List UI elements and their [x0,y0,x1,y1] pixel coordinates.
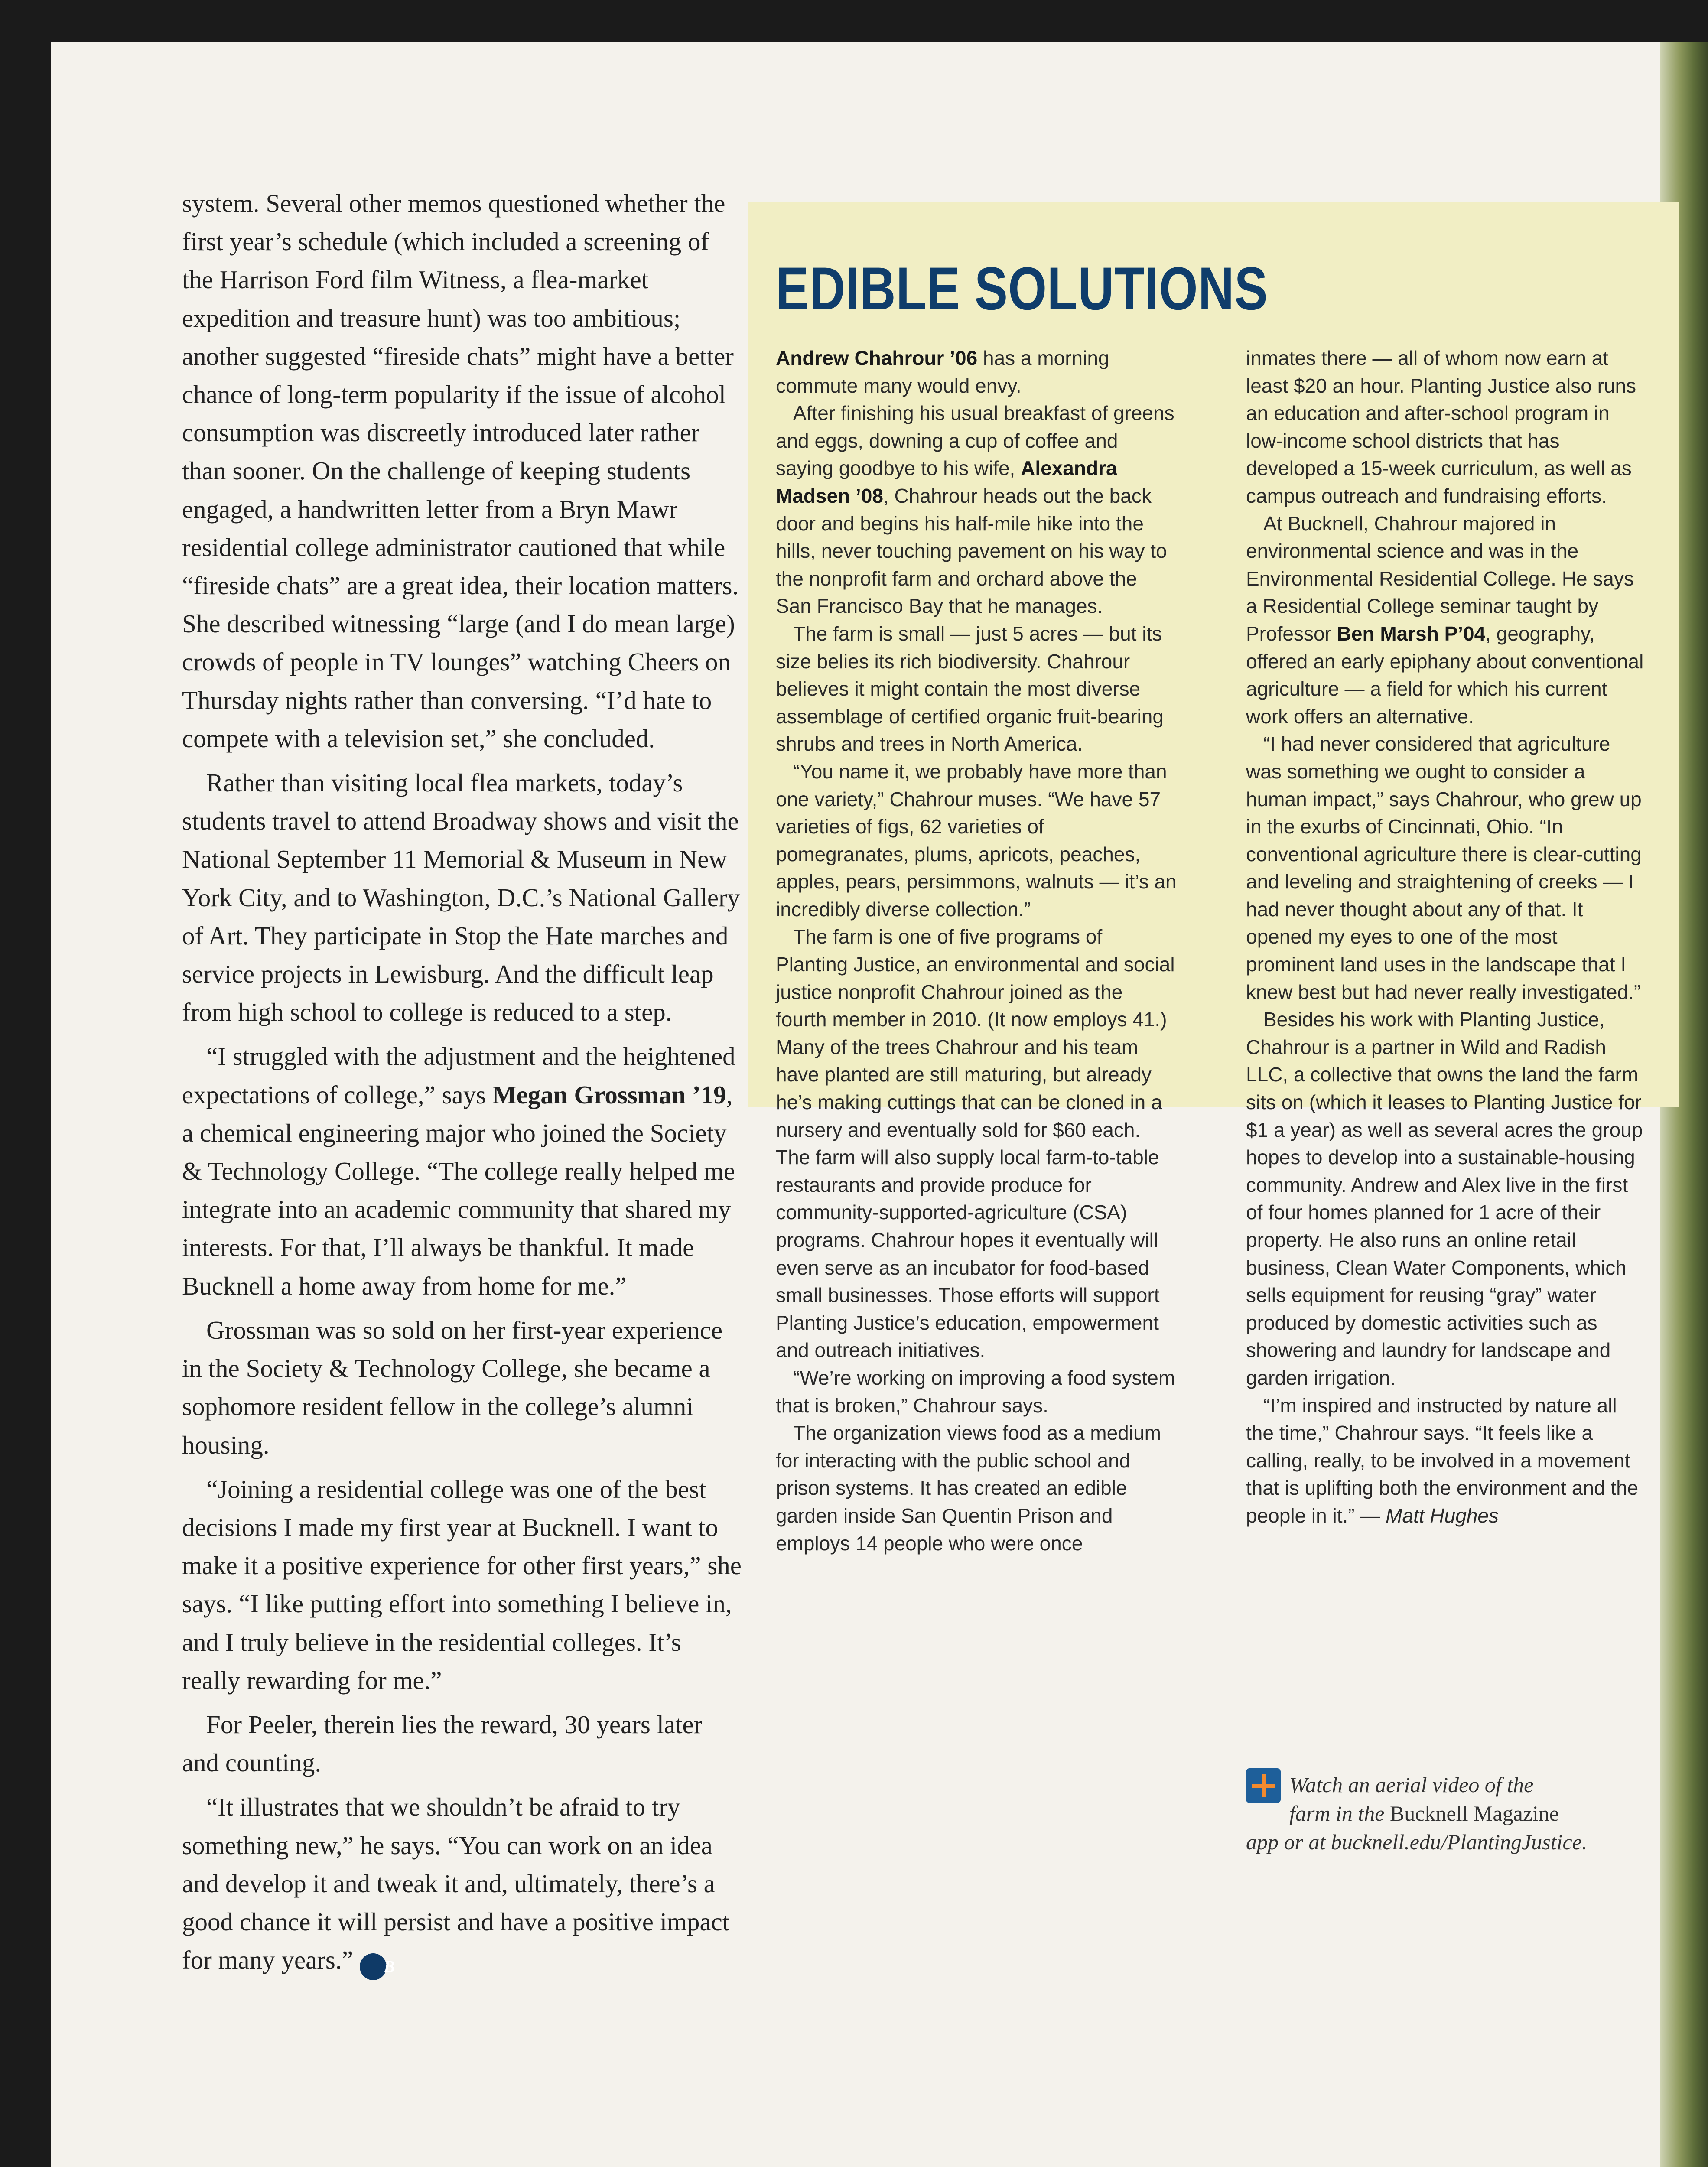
paragraph-text: After finishing his usual breakfast of greens and eggs, downing a cup of coffee and saying goodbye to his wife, [776,402,1174,480]
paragraph-text: “It illustrates that we shouldn’t be afraid to try something new,” he says. “You can work on an idea and develop it and tweak it and, ultimately, there’s a good chance it will persist and have a positive impact for many years.” [182,1793,730,1975]
paragraph: inmates there — all of whom now earn at least $20 an hour. Planting Justice also runs an education and after-school program in low-income school districts that has developed a 15-week curriculum, as well as campus outreach and fundraising efforts. [1246,347,1636,507]
paragraph [1246,1392,1645,1530]
article-left-column [182,184,745,1980]
paragraph: For Peeler, therein lies the reward, 30 years later and counting. [182,1710,703,1777]
paragraph: Grossman was so sold on her first-year experience in the Society & Technology College, she became a sophomore resident fellow in the college’s alumni housing. [182,1315,723,1459]
magazine-name: Bucknell Magazine [1389,1801,1559,1825]
paragraph: “We’re working on improving a food system that is broken,” Chahrour says. [776,1366,1175,1417]
callout-line: Watch an aerial video of the [1289,1773,1534,1797]
paragraph [182,1037,745,1305]
paragraph-text: , Chahrour heads out the back door and begins his half-mile hike into the hills, never touching pavement on his way to the nonprofit farm and orchard above the San Francisco Bay that he manages. [776,484,1167,618]
paragraph: system. Several other memos questioned whether the first year’s schedule (which included a screening of the Harrison Ford film Witness, a flea-market expedition and treasure hunt) was too ambitious; another suggested “fireside chats” might have a better chance of long-term popularity if the issue of alcohol consumption was discreetly introduced later rather than sooner. On the challenge of keeping students engaged, a handwritten letter from a Bryn Mawr residential college administrator cautioned that while “fireside chats” are a great idea, their location matters. She described witnessing “large (and I do mean large) crowds of people in TV lounges” watching Cheers on Thursday nights rather than conversing. “I’d hate to compete with a television set,” she concluded. [182,189,739,753]
paragraph-text: has a morning commute many would envy. [776,347,1109,397]
sidebar-column-1 [776,345,1177,1557]
paragraph-text: “I’m inspired and instructed by nature all the time,” Chahrour says. “It feels like a calling, really, to be involved in a movement that is uplifting both the environment and the people in it.” — [1246,1394,1639,1527]
person-name: Andrew Chahrour ’06 [776,347,978,369]
paragraph: The farm is one of five programs of Planting Justice, an environmental and social justice nonprofit Chahrour joined as the fourth member in 2010. (It now employs 41.) Many of the trees Chahrour and his team have planted are still maturing, but already he’s making cuttings that can be cloned in a nursery and eventually sold for $60 each. The farm will also supply local farm-to-table restaurants and provide produce for community-supported-agriculture (CSA) programs. Chahrour hopes it eventually will even serve as an incubator for food-based small businesses. Those efforts will support Planting Justice’s education, empowerment and outreach initiatives. [776,925,1175,1362]
paragraph [182,1788,745,1980]
paragraph-text: At Bucknell, Chahrour majored in environmental science and was in the Environmental Residential College. He says a Residential College seminar taught by Professor [1246,512,1634,645]
paragraph: “Joining a residential college was one of the best decisions I made my first year at Bucknell. I want to make it a positive experience for other first years,” she says. “I like putting effort into something I believe in, and I truly believe in the residential colleges. It’s really rewarding for me.” [182,1474,742,1695]
paragraph: The organization views food as a medium for interacting with the public school and prison systems. It has created an edible garden inside San Quentin Prison and employs 14 people who were once [776,1422,1161,1555]
callout-link[interactable]: app or at bucknell.edu/PlantingJustice. [1246,1830,1588,1854]
paragraph: The farm is small — just 5 acres — but its size belies its rich biodiversity. Chahrour believes it might contain the most diverse assemblage of certified organic fruit-bearing shrubs and trees in North America. [776,622,1164,755]
paragraph [1246,510,1645,731]
callout-text: farm in the [1289,1801,1390,1825]
paragraph [776,400,1177,620]
paragraph: Besides his work with Planting Justice, Chahrour is a partner in Wild and Radish LLC, a collective that owns the land the farm sits on (which it leases to Planting Justice for $1 a year) as well as several acres the group hopes to develop into a sustainable-housing community. Andrew and Alex live in the first of four homes planned for 1 acre of their property. He also runs an online retail business, Clean Water Components, which sells equipment for reusing “gray” water produced by domestic activities such as showering and laundry for landscape and garden irrigation. [1246,1008,1643,1389]
end-mark-icon: B [360,1953,387,1980]
paragraph: Rather than visiting local flea markets, today’s students travel to attend Broadway shows and visit the National September 11 Memorial & Museum in New York City, and to Washington, D.C.’s National Gallery of Art. They participate in Stop the Hate marches and service projects in Lewisburg. And the difficult leap from high school to college is reduced to a step. [182,768,740,1027]
person-name: Megan Grossman ’19 [492,1080,726,1109]
video-callout [1246,1770,1653,1856]
paragraph: “You name it, we probably have more than one variety,” Chahrour muses. “We have 57 varieties of figs, 62 varieties of pomegranates, plums, apricots, peaches, apples, pears, persimmons, walnuts — it’s an incredibly diverse collection.” [776,760,1177,921]
byline: Matt Hughes [1386,1504,1499,1527]
paragraph-text: , a chemical engineering major who joined the Society & Technology College. “The college really helped me integrate into an academic community that shared my interests. For that, I’ll always be thankful. It made Bucknell a home away from home for me.” [182,1080,735,1300]
person-name: Ben Marsh P’04 [1337,622,1486,645]
person-name: Alexandra Madsen ’08 [776,457,1117,507]
sidebar-column-2 [1246,345,1645,1530]
paragraph: “I had never considered that agriculture was something we ought to consider a human impact,” says Chahrour, who grew up in the exurbs of Cincinnati, Ohio. “In conventional agriculture there is clear-cutting and leveling and straightening of creeks — I had never thought about any of that. It opened my eyes to one of the most prominent land uses in the landscape that I knew best but had never really investigated.” [1246,732,1642,1003]
callout-line [1246,1799,1653,1828]
paragraph [776,345,1177,400]
paragraph-text: , geography, offered an early epiphany about conventional agriculture — a field for which his current work offers an alternative. [1246,622,1644,728]
paragraph-text: “I struggled with the adjustment and the heightened expectations of college,” says [182,1042,735,1109]
sidebar-headline: EDIBLE SOLUTIONS [776,254,1268,322]
